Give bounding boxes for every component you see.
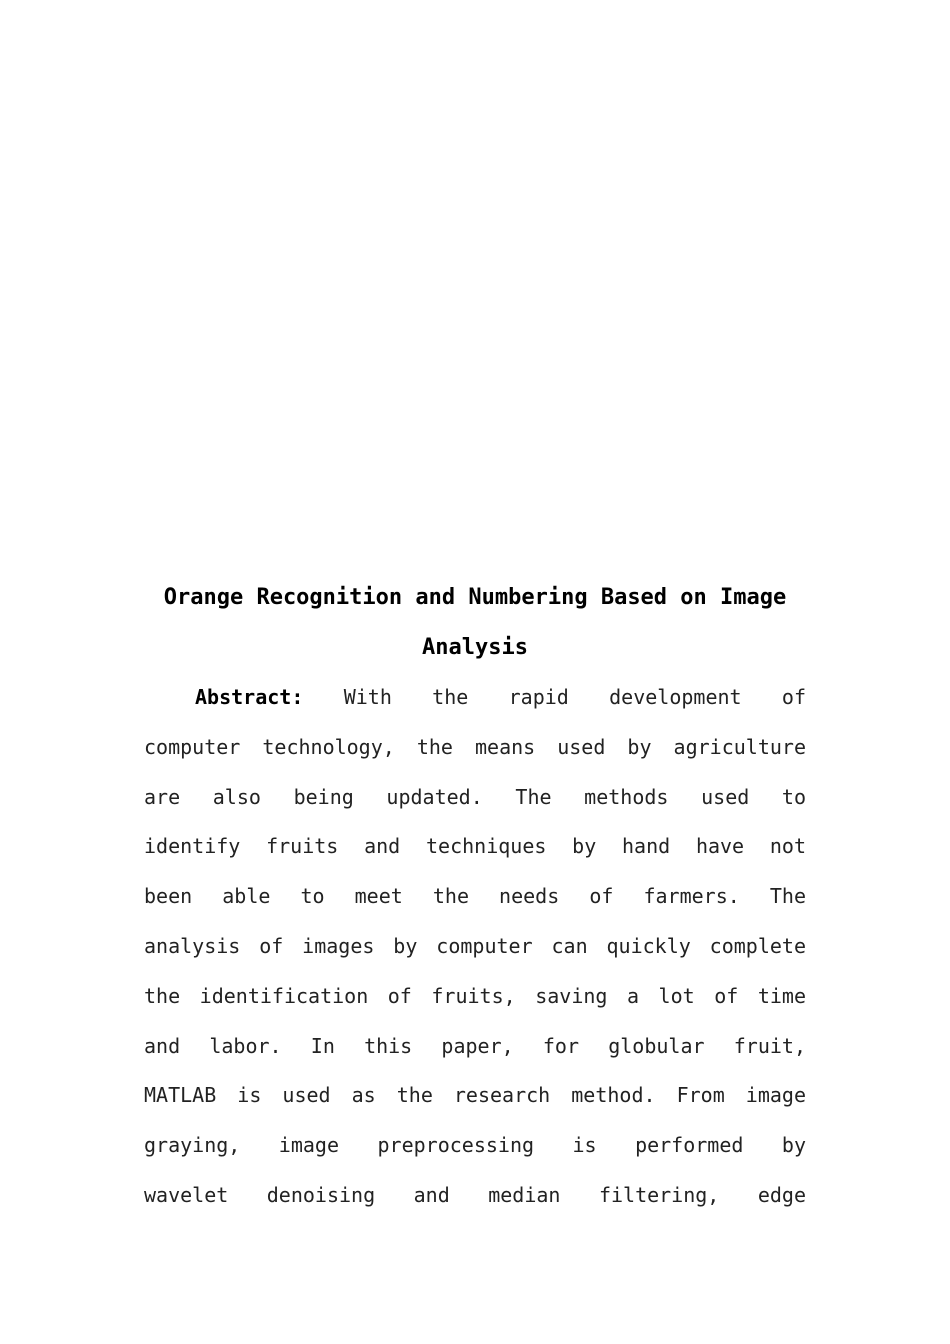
abstract	[144, 673, 806, 1221]
abstract-line-3: are also being updated. The methods used to	[144, 784, 806, 809]
paper-title	[144, 573, 806, 673]
abstract-line-6: analysis of images by computer can quickly complete	[144, 933, 806, 958]
paper-title-line-2: Analysis	[422, 635, 528, 660]
paper-title-line-1: Orange Recognition and Numbering Based on Image	[163, 585, 787, 610]
abstract-text-line-1: With the rapid development of	[343, 685, 806, 709]
abstract-line-9: MATLAB is used as the research method. From image	[144, 1083, 806, 1108]
abstract-line-4: identify fruits and techniques by hand have not	[144, 834, 806, 859]
abstract-line-11: wavelet denoising and median filtering, edge	[144, 1182, 806, 1207]
abstract-line-1	[144, 673, 806, 723]
abstract-label: Abstract:	[195, 685, 304, 709]
abstract-line-7: the identification of fruits, saving a lot of time	[144, 983, 806, 1008]
abstract-line-10: graying, image preprocessing is performed by	[144, 1133, 806, 1158]
abstract-line-5: been able to meet the needs of farmers. The	[144, 884, 806, 909]
abstract-line-8: and labor. In this paper, for globular fruit,	[144, 1033, 806, 1058]
abstract-line-2: computer technology, the means used by agriculture	[144, 734, 806, 759]
